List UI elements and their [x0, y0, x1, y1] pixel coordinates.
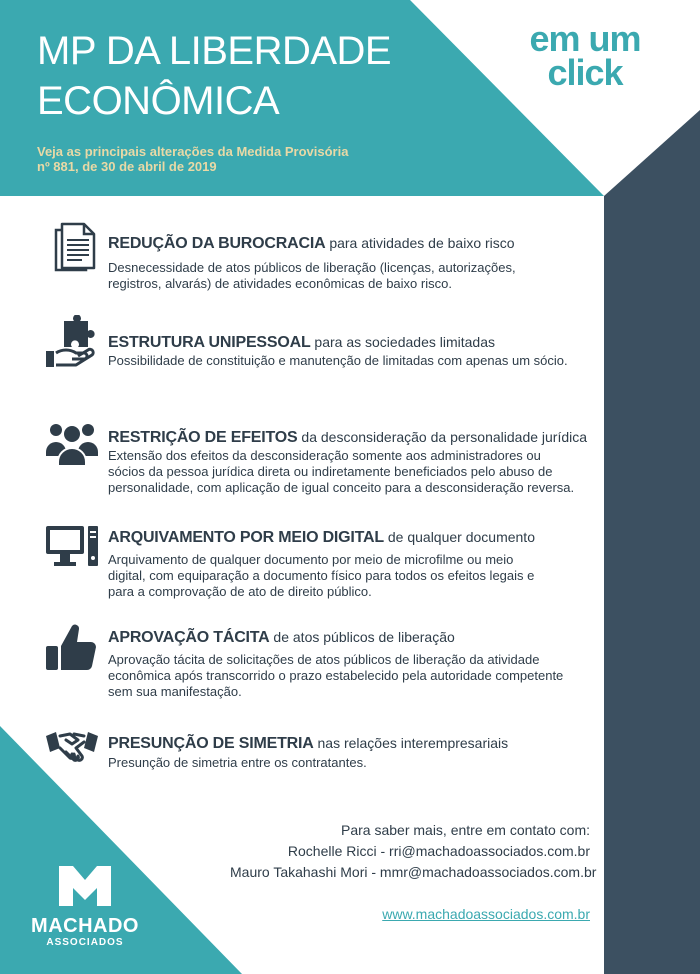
item-heading — [108, 234, 608, 253]
item-title-rest: de qualquer documento — [383, 529, 535, 545]
desc-line: Presunção de simetria entre os contratantes. — [108, 755, 367, 770]
item-heading — [108, 734, 608, 753]
item-description — [108, 652, 608, 700]
contact-intro: Para saber mais, entre em contato com: — [341, 822, 590, 838]
item-description — [108, 755, 608, 771]
desc-line: Extensão dos efeitos da desconsideração somente aos administradores ou — [108, 448, 541, 463]
logo-name: MACHADO — [31, 915, 139, 937]
desc-line: Aprovação tácita de solicitações de atos públicos de liberação da atividade — [108, 652, 540, 667]
website-link[interactable]: www.machadoassociados.com.br — [382, 906, 590, 922]
em-um-click-badge — [500, 18, 670, 93]
item-title: ARQUIVAMENTO POR MEIO DIGITAL — [108, 529, 384, 546]
item-heading — [108, 428, 608, 447]
item-title-rest: para as sociedades limitadas — [310, 334, 495, 350]
handshake-icon — [44, 722, 100, 778]
page-subtitle — [37, 144, 437, 174]
item-title-rest: nas relações interempresariais — [313, 735, 509, 751]
item-description — [108, 448, 608, 496]
desc-line: sem sua manifestação. — [108, 684, 242, 699]
desc-line: econômica após transcorrido o prazo estabelecido pela autoridade competente — [108, 668, 564, 683]
thumbs-up-icon — [44, 620, 100, 676]
item-title-rest: da desconsideração da personalidade jurídica — [297, 429, 588, 445]
desc-line: personalidade, com aplicação de igual conceito para a desconsideração reversa. — [108, 480, 575, 495]
desc-line: Arquivamento de qualquer documento por meio de microfilme ou meio — [108, 552, 514, 567]
computer-icon — [44, 518, 100, 574]
title-line-1: MP DA LIBERDADE — [37, 29, 392, 73]
item-description — [108, 260, 608, 292]
item-title: REDUÇÃO DA BUROCRACIA — [108, 235, 326, 252]
desc-line: digital, com equiparação a documento físico para todos os efeitos legais e — [108, 568, 535, 583]
contact-person-2: Mauro Takahashi Mori - mmr@machadoassociados.com.br — [230, 864, 597, 880]
machado-logo — [30, 866, 140, 949]
people-group-icon — [44, 414, 100, 470]
subtitle-line-1: Veja as principais alterações da Medida Provisória — [37, 144, 349, 159]
desc-line: para a comprovação de ato de direito público. — [108, 584, 372, 599]
item-description — [108, 353, 608, 369]
desc-line: Desnecessidade de atos públicos de liberação (licenças, autorizações, — [108, 260, 516, 275]
item-description — [108, 552, 608, 600]
item-heading — [108, 528, 608, 547]
logo-sub: ASSOCIADOS — [46, 937, 124, 948]
desc-line: registros, alvarás) de atividades econômicas de baixo risco. — [108, 276, 452, 291]
item-title: RESTRIÇÃO DE EFEITOS — [108, 429, 298, 446]
item-title-rest: de atos públicos de liberação — [269, 629, 455, 645]
title-line-2: ECONÔMICA — [37, 79, 280, 123]
subtitle-line-2: nº 881, de 30 de abril de 2019 — [37, 159, 217, 174]
contact-block — [230, 820, 597, 883]
desc-line: Possibilidade de constituição e manutenção de limitadas com apenas um sócio. — [108, 353, 568, 368]
item-heading — [108, 333, 608, 352]
item-title: PRESUNÇÃO DE SIMETRIA — [108, 735, 314, 752]
logo-mark-icon — [59, 866, 111, 906]
hand-puzzle-icon — [44, 315, 100, 371]
item-title-rest: para atividades de baixo risco — [325, 235, 515, 251]
item-title: APROVAÇÃO TÁCITA — [108, 629, 270, 646]
desc-line: sócios da pessoa jurídica direta ou indiretamente beneficiados pelo abuso de — [108, 464, 553, 479]
page-title — [37, 26, 457, 126]
item-heading — [108, 628, 608, 647]
badge-line-1: em um — [529, 18, 641, 59]
badge-line-2: click — [547, 52, 623, 93]
item-title: ESTRUTURA UNIPESSOAL — [108, 334, 311, 351]
right-column — [604, 110, 700, 974]
contact-person-1: Rochelle Ricci - rri@machadoassociados.com.br — [287, 843, 590, 859]
document-icon — [48, 220, 104, 276]
